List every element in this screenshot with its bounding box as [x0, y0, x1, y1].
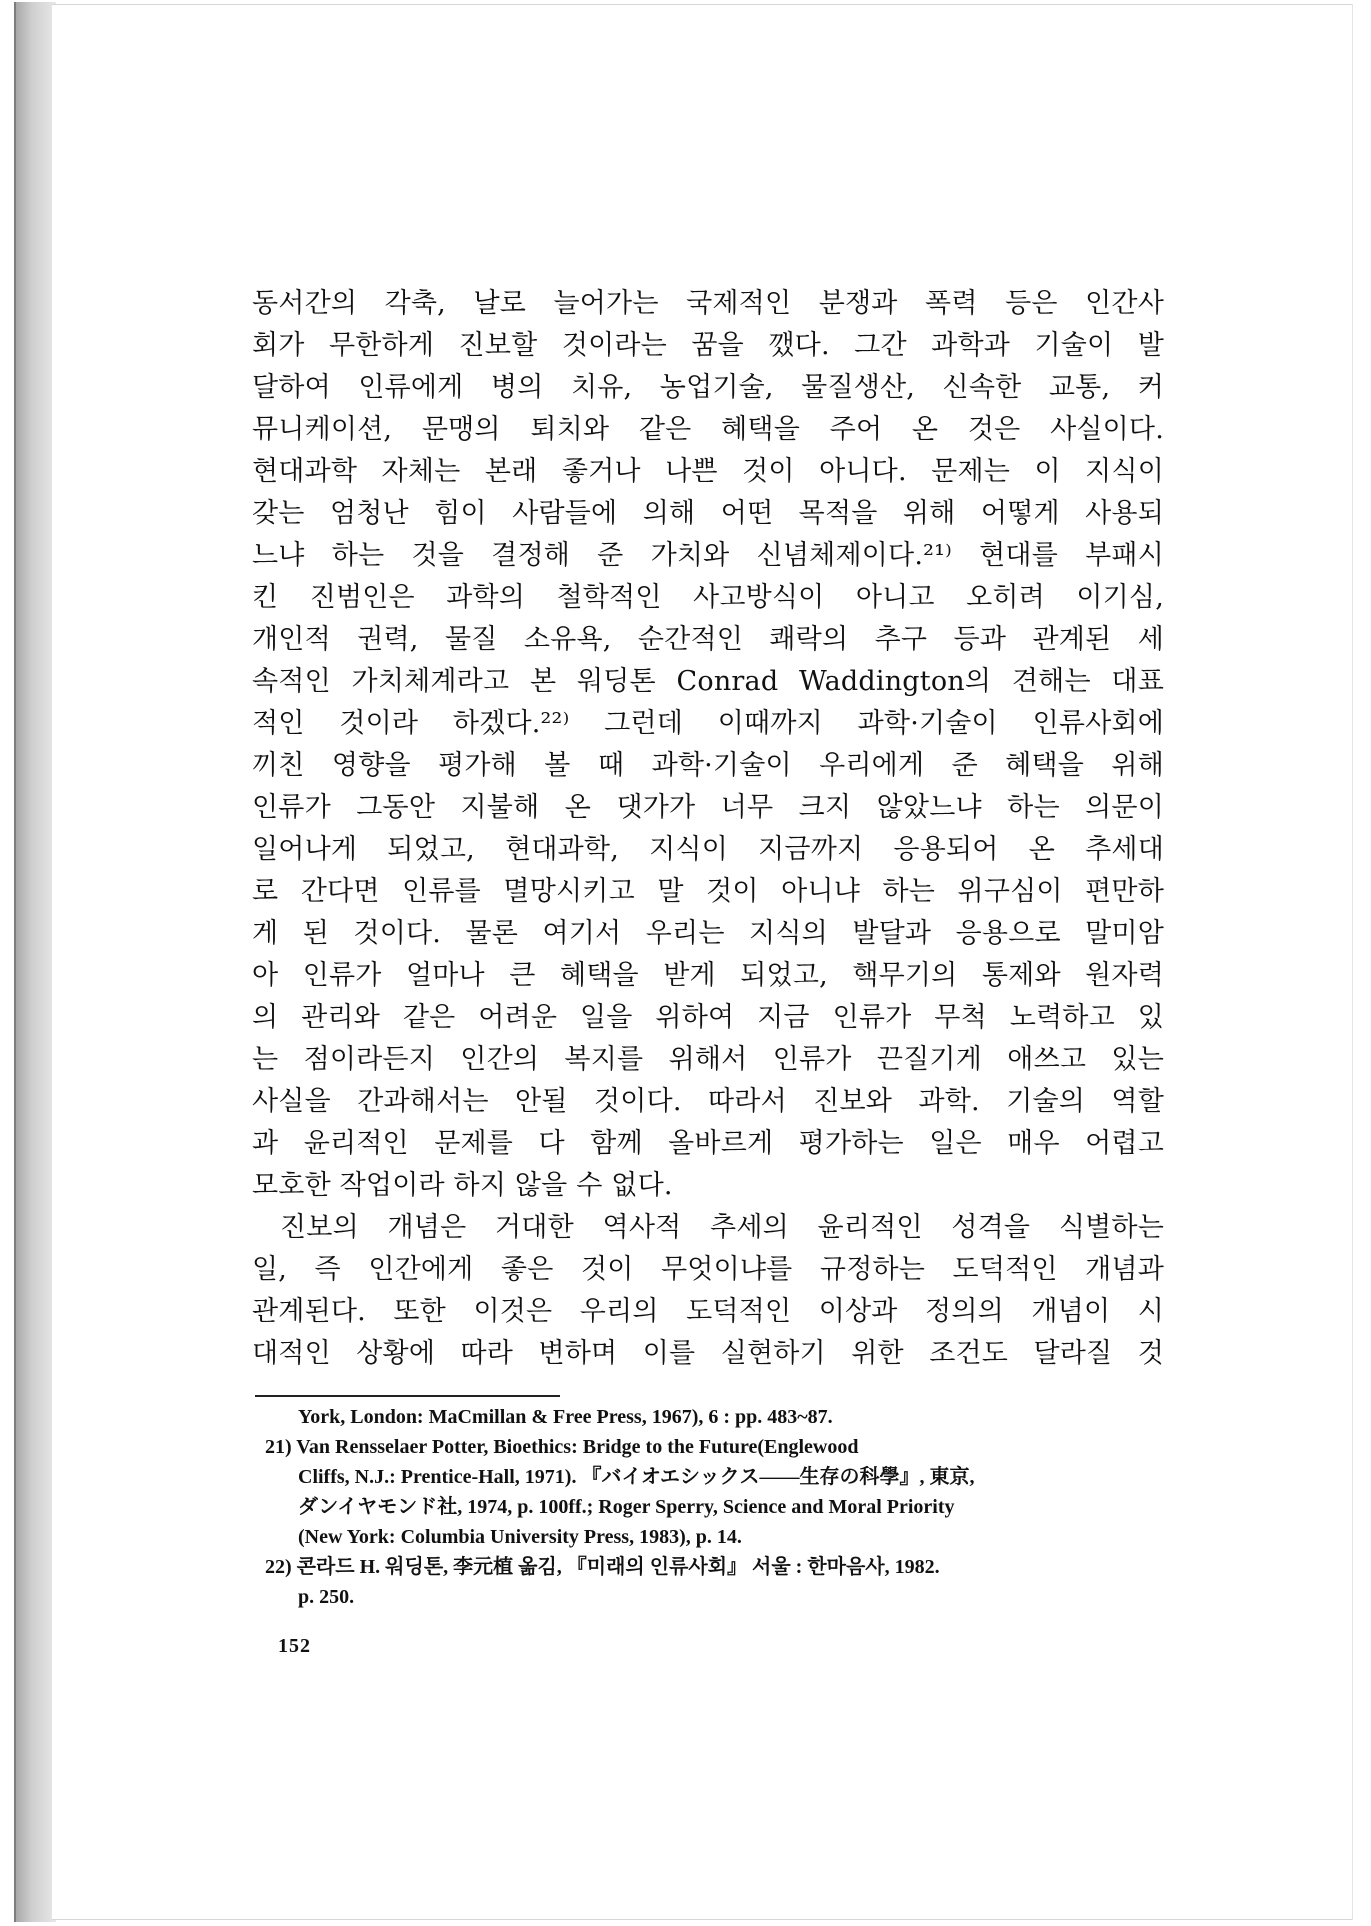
body-line: 속적인 가치체계라고 본 워딩톤 Conrad Waddington의 견해는 대표 [252, 666, 1164, 697]
footnote-line: Cliffs, N.J.: Prentice-Hall, 1971). 『バイオエシックス――生存の科學』, 東京, [298, 1466, 975, 1488]
body-line: 일, 즉 인간에게 좋은 것이 무엇이냐를 규정하는 도덕적인 개념과 [252, 1254, 1164, 1285]
footnote-line: York, London: MaCmillan & Free Press, 1967), 6 : pp. 483~87. [298, 1406, 833, 1428]
body-line: 진보의 개념은 거대한 역사적 추세의 윤리적인 성격을 식별하는 [280, 1212, 1164, 1243]
body-line: 회가 무한하게 진보할 것이라는 꿈을 깼다. 그간 과학과 기술이 발 [252, 330, 1164, 361]
body-line: 현대과학 자체는 본래 좋거나 나쁜 것이 아니다. 문제는 이 지식이 [252, 456, 1164, 487]
body-line: 동서간의 각축, 날로 늘어가는 국제적인 분쟁과 폭력 등은 인간사 [252, 288, 1164, 319]
footnote-line: (New York: Columbia University Press, 1983), p. 14. [298, 1526, 742, 1548]
footnote-line: p. 250. [298, 1586, 355, 1608]
body-line: 뮤니케이션, 문맹의 퇴치와 같은 혜택을 주어 온 것은 사실이다. [252, 414, 1164, 445]
body-line: 아 인류가 얼마나 큰 혜택을 받게 되었고, 핵무기의 통제와 원자력 [252, 960, 1164, 991]
footnotes [265, 1402, 1145, 1612]
footnote-divider [255, 1395, 560, 1397]
footnote-line: 21) Van Rensselaer Potter, Bioethics: Bridge to the Future(Englewood [265, 1436, 859, 1458]
body-line: 의 관리와 같은 어려운 일을 위하여 지금 인류가 무척 노력하고 있 [252, 1002, 1164, 1033]
body-line: 로 간다면 인류를 멸망시키고 말 것이 아니냐 하는 위구심이 편만하 [252, 876, 1164, 907]
body-line: 적인 것이라 하겠다.²²⁾ 그런데 이때까지 과학·기술이 인류사회에 [252, 708, 1164, 739]
body-line: 킨 진범인은 과학의 철학적인 사고방식이 아니고 오히려 이기심, [252, 582, 1164, 613]
body-line: 관계된다. 또한 이것은 우리의 도덕적인 이상과 정의의 개념이 시 [252, 1296, 1164, 1327]
body-line: 끼친 영향을 평가해 볼 때 과학·기술이 우리에게 준 혜택을 위해 [252, 750, 1164, 781]
body-line: 갖는 엄청난 힘이 사람들에 의해 어떤 목적을 위해 어떻게 사용되 [252, 498, 1164, 529]
body-line: 느냐 하는 것을 결정해 준 가치와 신념체제이다.²¹⁾ 현대를 부패시 [252, 540, 1164, 571]
body-line: 는 점이라든지 인간의 복지를 위해서 인류가 끈질기게 애쓰고 있는 [252, 1044, 1164, 1075]
body-line: 인류가 그동안 지불해 온 댓가가 너무 크지 않았느냐 하는 의문이 [252, 792, 1164, 823]
book-spine-edge [14, 2, 56, 1922]
body-text [252, 283, 1164, 1375]
footnote-line: 22) 콘라드 H. 워딩톤, 李元植 옮김, 『미래의 인류사회』 서울 : 한마음사, 1982. [265, 1556, 940, 1578]
body-line: 일어나게 되었고, 현대과학, 지식이 지금까지 응용되어 온 추세대 [252, 834, 1164, 865]
footnote-line: ダンイヤモンド社, 1974, p. 100ff.; Roger Sperry, Science and Moral Priority [298, 1496, 955, 1518]
body-line: 달하여 인류에게 병의 치유, 농업기술, 물질생산, 신속한 교통, 커 [252, 372, 1164, 403]
body-line: 과 윤리적인 문제를 다 함께 올바르게 평가하는 일은 매우 어렵고 [252, 1128, 1164, 1159]
body-line: 모호한 작업이라 하지 않을 수 없다. [252, 1170, 673, 1201]
body-line: 대적인 상황에 따라 변하며 이를 실현하기 위한 조건도 달라질 것 [252, 1338, 1164, 1369]
body-line: 게 된 것이다. 물론 여기서 우리는 지식의 발달과 응용으로 말미암 [252, 918, 1164, 949]
page-number: 152 [278, 1635, 311, 1657]
body-line: 사실을 간과해서는 안될 것이다. 따라서 진보와 과학. 기술의 역할 [252, 1086, 1164, 1117]
body-line: 개인적 권력, 물질 소유욕, 순간적인 쾌락의 추구 등과 관계된 세 [252, 624, 1164, 655]
